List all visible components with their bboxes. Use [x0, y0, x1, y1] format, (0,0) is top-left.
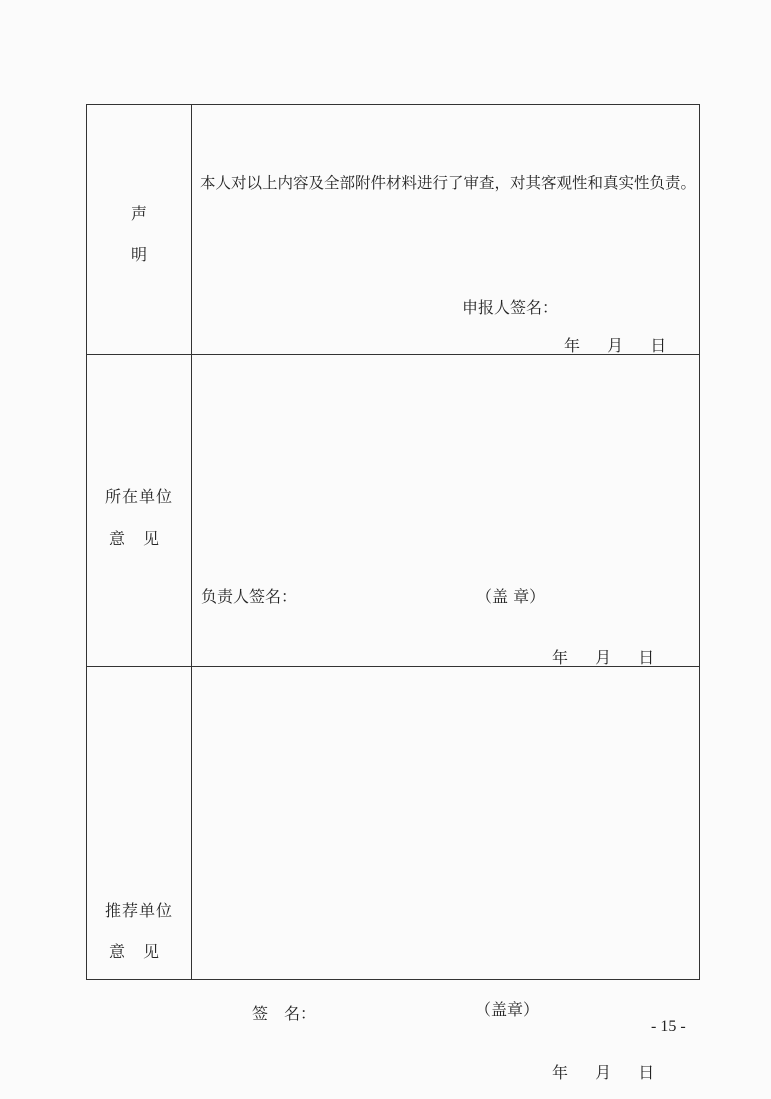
date-month: 月 — [607, 336, 624, 355]
declaration-content-cell — [192, 105, 699, 354]
recommender-date — [552, 1060, 654, 1083]
recommender-label-line1: 推荐单位 — [105, 901, 174, 920]
recommender-label-cell — [87, 667, 192, 979]
date-year: 年 — [564, 336, 581, 355]
date-year: 年 — [552, 1063, 569, 1082]
applicant-signature-label: 申报人签名： — [462, 298, 559, 317]
employer-label-line1: 所在单位 — [105, 487, 174, 506]
page-number: - 15 - — [651, 1018, 686, 1035]
date-month: 月 — [595, 648, 612, 667]
date-day: 日 — [650, 336, 667, 355]
employer-seal-label: （盖 章） — [476, 587, 546, 606]
recommender-seal-label: （盖章） — [475, 1000, 540, 1019]
declaration-label-line1: 声 — [131, 204, 149, 223]
declaration-statement: 本人对以上内容及全部附件材料进行了审查，对其客观性和真实性负责。 — [200, 174, 697, 192]
declaration-label-cell — [87, 105, 192, 354]
responsible-person-signature-label: 负责人签名： — [201, 587, 298, 606]
employer-label-line2: 意 见 — [109, 529, 161, 548]
employer-date — [552, 645, 654, 668]
recommender-label-line2: 意 见 — [109, 942, 161, 961]
recommender-signature-label: 签 名： — [252, 1004, 317, 1023]
date-day: 日 — [638, 1063, 655, 1082]
date-year: 年 — [552, 648, 569, 667]
declaration-label-line2: 明 — [131, 245, 149, 264]
date-month: 月 — [595, 1063, 612, 1082]
employer-label-cell — [87, 355, 192, 666]
employer-content-cell — [192, 355, 699, 666]
declaration-row — [87, 105, 699, 355]
date-day: 日 — [638, 648, 655, 667]
employer-opinion-row — [87, 355, 699, 667]
declaration-date — [564, 333, 666, 356]
